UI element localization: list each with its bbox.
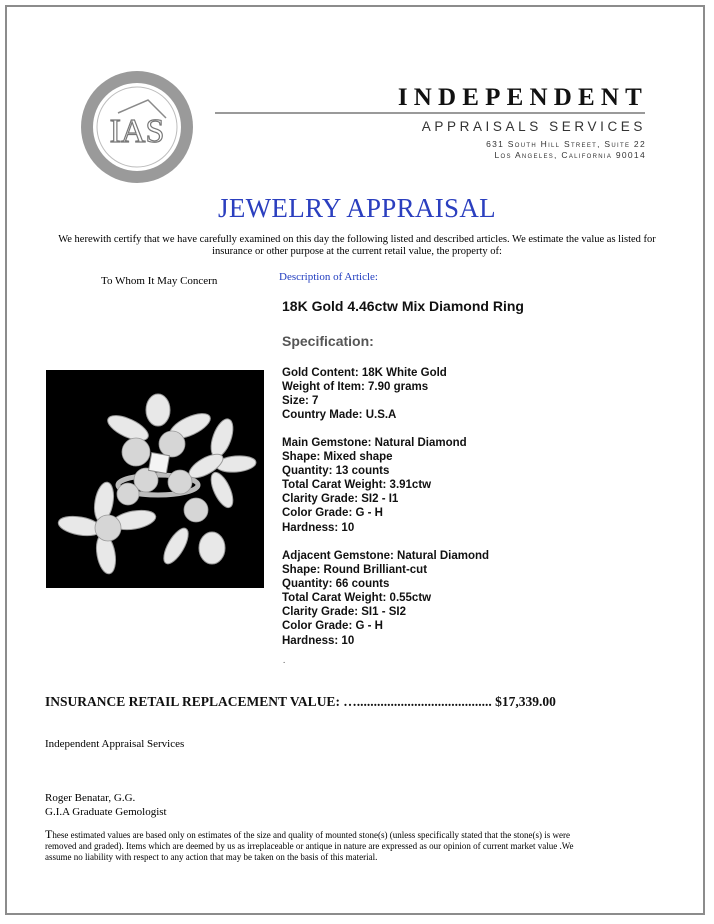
- page-title: JEWELRY APPRAISAL: [218, 193, 496, 223]
- main-shape: Shape: Mixed shape: [282, 451, 393, 464]
- certification-text: We herewith certify that we have carefully examined on this day the following listed and described articles. We estimate the value as listed for insurance or other purpose at the current retail value, the property of:: [58, 234, 656, 257]
- brand-subtitle: APPRAISALS SERVICES: [421, 119, 646, 134]
- main-hardness: Hardness: 10: [282, 521, 355, 534]
- ring-photo: [46, 370, 264, 588]
- signatory-name: Roger Benatar, G.G.: [45, 792, 136, 804]
- item-size: Size: 7: [282, 395, 319, 408]
- gold-content: Gold Content: 18K White Gold: [282, 367, 447, 379]
- gold-specs: [282, 366, 447, 422]
- item-weight: Weight of Item: 7.90 grams: [282, 381, 429, 394]
- company-name: Independent Appraisal Services: [45, 738, 185, 750]
- adjacent-quantity: Quantity: 66 counts: [282, 578, 390, 591]
- address-line-2: Los Angeles, California 90014: [494, 150, 646, 160]
- brand-name: INDEPENDENT: [397, 84, 648, 111]
- adjacent-color: Color Grade: G - H: [282, 620, 383, 633]
- brand-divider: [215, 112, 645, 114]
- description-label: Description of Article:: [279, 271, 378, 283]
- main-color: Color Grade: G - H: [282, 507, 383, 520]
- insurance-value-line: INSURANCE RETAIL REPLACEMENT VALUE: …........................................ $17,339.00: [45, 694, 556, 709]
- adjacent-hardness: Hardness: 10: [282, 634, 355, 647]
- adjacent-gemstone: Adjacent Gemstone: Natural Diamond: [282, 550, 490, 562]
- recipient: To Whom It May Concern: [101, 275, 218, 287]
- disclaimer-initial: T: [45, 827, 53, 841]
- main-quantity: Quantity: 13 counts: [282, 465, 390, 478]
- adjacent-shape: Shape: Round Brilliant-cut: [282, 564, 428, 577]
- adjacent-clarity: Clarity Grade: SI1 - SI2: [282, 606, 406, 619]
- main-gemstone: Main Gemstone: Natural Diamond: [282, 437, 467, 449]
- trailing-dot: .: [283, 655, 286, 665]
- address-line-1: 631 South Hill Street, Suite 22: [486, 139, 646, 149]
- country-made: Country Made: U.S.A: [282, 409, 397, 422]
- adjacent-gemstone-specs: [282, 549, 489, 648]
- logo-arc-text: Appraisal: [112, 148, 162, 167]
- ias-logo: [78, 68, 196, 186]
- main-clarity: Clarity Grade: SI2 - I1: [282, 493, 399, 506]
- main-carat: Total Carat Weight: 3.91ctw: [282, 479, 432, 492]
- adjacent-carat: Total Carat Weight: 0.55ctw: [282, 592, 432, 605]
- item-title: 18K Gold 4.46ctw Mix Diamond Ring: [282, 298, 524, 314]
- main-gemstone-specs: [282, 436, 467, 535]
- signatory-title: G.I.A Graduate Gemologist: [45, 806, 167, 818]
- disclaimer: [45, 829, 585, 863]
- specification-heading: Specification:: [282, 333, 374, 349]
- logo-monogram: IAS: [109, 113, 165, 150]
- disclaimer-text: hese estimated values are based only on estimates of the size and quality of mounted stone(s) (unless specifically stated that the stone(s) is were removed and graded). Items which are deemed by us as irreplaceable or antique in nature are expressed as our opinion of current market value .We assume no liability with respect to any action that may be taken on the basis of this material.: [45, 830, 574, 862]
